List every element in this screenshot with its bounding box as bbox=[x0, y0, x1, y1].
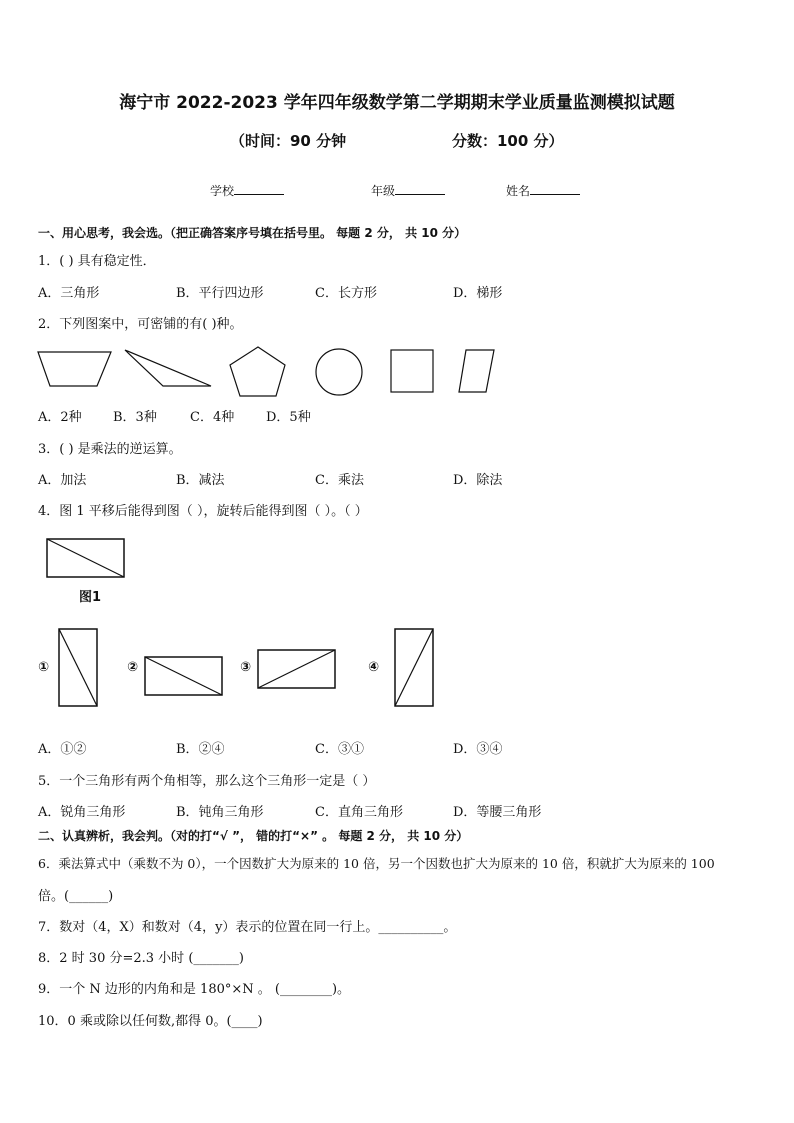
q4-text: 4．图 1 平移后能得到图（ ），旋转后能得到图（ ）。（ ） bbox=[38, 504, 368, 519]
q3-option-a[interactable]: A．加法 bbox=[38, 473, 87, 488]
marker-1: ① bbox=[38, 660, 50, 675]
q4-option-a[interactable]: A．①② bbox=[38, 742, 87, 757]
q2-option-b[interactable]: B．3种 bbox=[113, 410, 157, 425]
school-label: 学校 bbox=[210, 184, 235, 198]
q4-option-d[interactable]: D．③④ bbox=[453, 742, 503, 757]
exam-score: 分数：100 分） bbox=[452, 132, 564, 150]
q3-option-b[interactable]: B．减法 bbox=[176, 473, 225, 488]
q2-text: 2．下列图案中，可密铺的有( )种。 bbox=[38, 317, 243, 332]
option4-rect bbox=[395, 629, 433, 706]
q6-text-line1: 6．乘法算式中（乘数不为 0），一个因数扩大为原来的 10 倍，另一个因数也扩大为原来的 10 倍，积就扩大为原来的 100 bbox=[38, 856, 715, 871]
exam-time: （时间：90 分钟 bbox=[230, 132, 347, 150]
q3-option-c[interactable]: C．乘法 bbox=[315, 473, 364, 488]
section1-heading: 一、用心思考，我会选。（把正确答案序号填在括号里。 每题 2 分， 共 10 分） bbox=[38, 226, 467, 240]
q2-option-c[interactable]: C．4种 bbox=[190, 410, 235, 425]
q1-text: 1．( ) 具有稳定性． bbox=[38, 254, 156, 269]
q7-text[interactable]: 7．数对（4，X）和数对（4，y）表示的位置在同一行上。__________。 bbox=[38, 920, 457, 935]
q1-option-a[interactable]: A．三角形 bbox=[38, 286, 100, 301]
q2-option-d[interactable]: D．5种 bbox=[266, 410, 311, 425]
section2-heading: 二、认真辨析，我会判。（对的打“√ ”， 错的打“×” 。 每题 2 分， 共 10 分） bbox=[38, 829, 469, 843]
q1-option-c[interactable]: C．长方形 bbox=[315, 286, 377, 301]
figure1-label: 图1 bbox=[79, 590, 102, 605]
q4-option-c[interactable]: C．③① bbox=[315, 742, 364, 757]
marker-4: ④ bbox=[368, 660, 380, 675]
grade-label: 年级 bbox=[371, 184, 396, 198]
marker-2: ② bbox=[127, 660, 139, 675]
q1-option-d[interactable]: D．梯形 bbox=[453, 286, 503, 301]
q1-option-b[interactable]: B．平行四边形 bbox=[176, 286, 264, 301]
q3-text: 3．( ) 是乘法的逆运算。 bbox=[38, 442, 182, 457]
exam-title: 海宁市 2022-2023 学年四年级数学第二学期期末学业质量监测模拟试题 bbox=[119, 93, 675, 113]
q5-option-b[interactable]: B．钝角三角形 bbox=[176, 805, 264, 820]
q3-option-d[interactable]: D．除法 bbox=[453, 473, 503, 488]
q5-option-d[interactable]: D．等腰三角形 bbox=[453, 805, 542, 820]
q6-text-line2[interactable]: 倍。(______) bbox=[38, 889, 114, 904]
q8-text[interactable]: 8．2 时 30 分=2.3 小时 (_______) bbox=[38, 951, 244, 966]
q2-option-a[interactable]: A．2种 bbox=[38, 410, 82, 425]
marker-3: ③ bbox=[240, 660, 252, 675]
q5-text: 5．一个三角形有两个角相等，那么这个三角形一定是（ ） bbox=[38, 774, 376, 789]
option1-rect bbox=[59, 629, 97, 706]
option2-rect bbox=[145, 657, 222, 695]
q5-option-c[interactable]: C．直角三角形 bbox=[315, 805, 403, 820]
q5-option-a[interactable]: A．锐角三角形 bbox=[38, 805, 126, 820]
name-label: 姓名 bbox=[506, 184, 531, 198]
q4-option-b[interactable]: B．②④ bbox=[176, 742, 225, 757]
q9-text[interactable]: 9．一个 N 边形的内角和是 180°×N 。 (________)。 bbox=[38, 982, 351, 997]
q10-text[interactable]: 10．0 乘或除以任何数,都得 0。(____) bbox=[38, 1014, 263, 1029]
option3-rect bbox=[258, 650, 335, 688]
figure1-rect bbox=[47, 539, 124, 577]
